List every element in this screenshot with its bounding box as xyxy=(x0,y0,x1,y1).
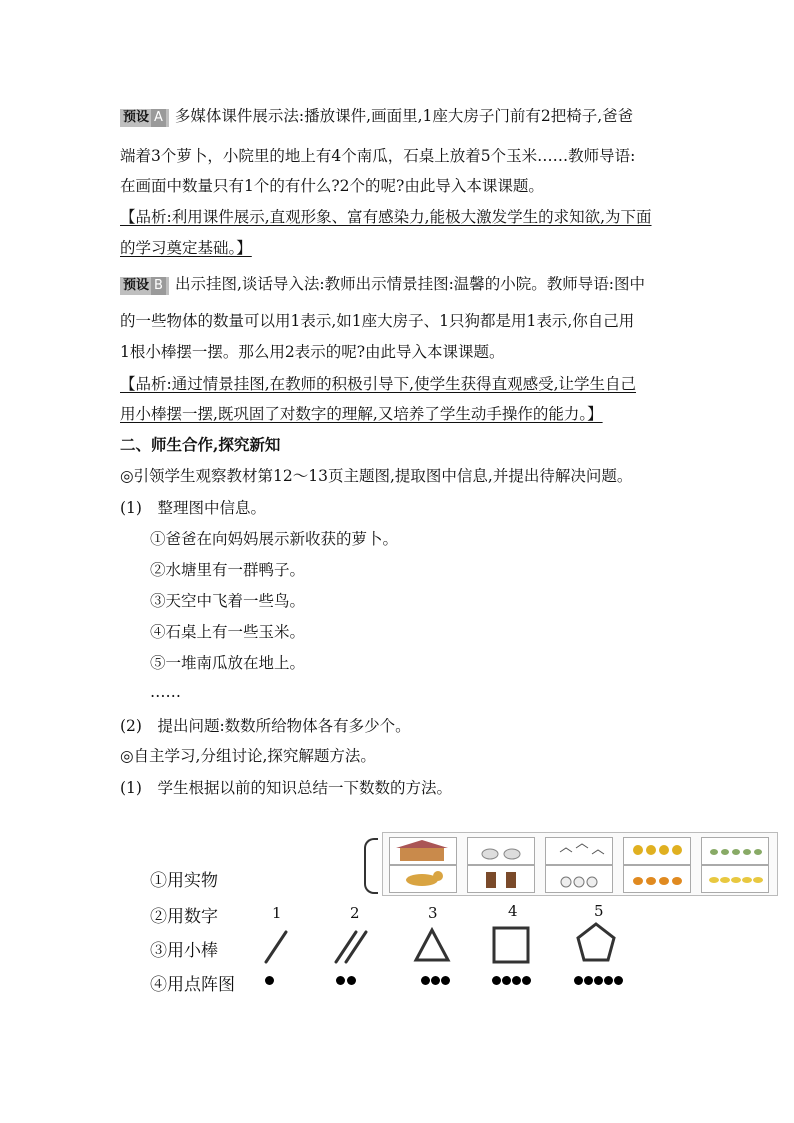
number-label: 3 xyxy=(428,904,438,922)
dot xyxy=(522,976,531,985)
row-label-dots: ④用点阵图 xyxy=(150,975,235,995)
picture-corn xyxy=(701,865,769,893)
dot xyxy=(421,976,430,985)
step-2: (2) 提出问题:数数所给物体各有多少个。 xyxy=(120,717,411,735)
preset-b-tag: 预设 B xyxy=(120,277,169,295)
dot xyxy=(431,976,440,985)
step-1: (1) 整理图中信息。 xyxy=(120,499,266,517)
preset-a-line3: 在画面中数量只有1个的有什么?2个的呢?由此导入本课课题。 xyxy=(120,177,544,195)
preset-a-analysis1: 【品析:利用课件展示,直观形象、富有感染力,能极大激发学生的求知欲,为下面 xyxy=(120,208,652,226)
number-label: 4 xyxy=(508,902,518,920)
preset-b-analysis2: 用小棒摆一摆,既巩固了对数字的理解,又培养了学生动手操作的能力。】 xyxy=(120,405,603,423)
dot xyxy=(512,976,521,985)
dot xyxy=(441,976,450,985)
preset-a-analysis2: 的学习奠定基础。】 xyxy=(120,239,252,257)
list-item: ②水塘里有一群鸭子。 xyxy=(150,561,306,579)
sticks-drawing xyxy=(136,826,666,998)
dot xyxy=(614,976,623,985)
picture-ducks xyxy=(701,837,769,865)
preset-a-line2: 端着3个萝卜，小院里的地上有4个南瓜，石桌上放着5个玉米……教师导语: xyxy=(120,147,636,165)
guide-1: ◎引领学生观察教材第12～13页主题图,提取图中信息,并提出待解决问题。 xyxy=(120,467,633,485)
list-item: ③天空中飞着一些鸟。 xyxy=(150,592,306,610)
row-label-sticks: ③用小棒 xyxy=(150,941,218,961)
preset-b-line3: 1根小棒摆一摆。那么用2表示的呢?由此导入本课课题。 xyxy=(120,343,505,361)
dot xyxy=(492,976,501,985)
number-label: 1 xyxy=(272,904,282,922)
preset-a-line1: 预设 A 多媒体课件展示法:播放课件,画面里,1座大房子门前有2把椅子,爸爸 xyxy=(120,106,633,127)
row-label-objects: ①用实物 xyxy=(150,871,218,891)
dot xyxy=(347,976,356,985)
dot xyxy=(594,976,603,985)
number-label: 2 xyxy=(350,904,360,922)
preset-a-tag: 预设 A xyxy=(120,109,169,127)
ellipsis: …… xyxy=(150,683,181,701)
list-item: ①爸爸在向妈妈展示新收获的萝卜。 xyxy=(150,530,399,548)
number-label: 5 xyxy=(594,902,604,920)
dot xyxy=(574,976,583,985)
dot xyxy=(604,976,613,985)
step-3: (1) 学生根据以前的知识总结一下数数的方法。 xyxy=(120,779,452,797)
preset-b-line1: 预设 B 出示挂图,谈话导入法:教师出示情景挂图:温馨的小院。教师导语:图中 xyxy=(120,274,645,295)
guide-2: ◎自主学习,分组讨论,探究解题方法。 xyxy=(120,747,376,765)
list-item: ⑤一堆南瓜放在地上。 xyxy=(150,654,306,672)
counting-methods-figure xyxy=(136,826,666,998)
row-label-numbers: ②用数字 xyxy=(150,907,218,927)
list-item: ④石桌上有一些玉米。 xyxy=(150,623,306,641)
dot xyxy=(502,976,511,985)
preset-b-line2: 的一些物体的数量可以用1表示,如1座大房子、1只狗都是用1表示,你自己用 xyxy=(120,312,635,330)
preset-b-analysis1: 【品析:通过情景挂图,在教师的积极引导下,使学生获得直观感受,让学生自己 xyxy=(120,375,637,393)
dot xyxy=(584,976,593,985)
dot xyxy=(336,976,345,985)
section-heading: 二、师生合作,探究新知 xyxy=(120,435,281,454)
dot xyxy=(265,976,274,985)
